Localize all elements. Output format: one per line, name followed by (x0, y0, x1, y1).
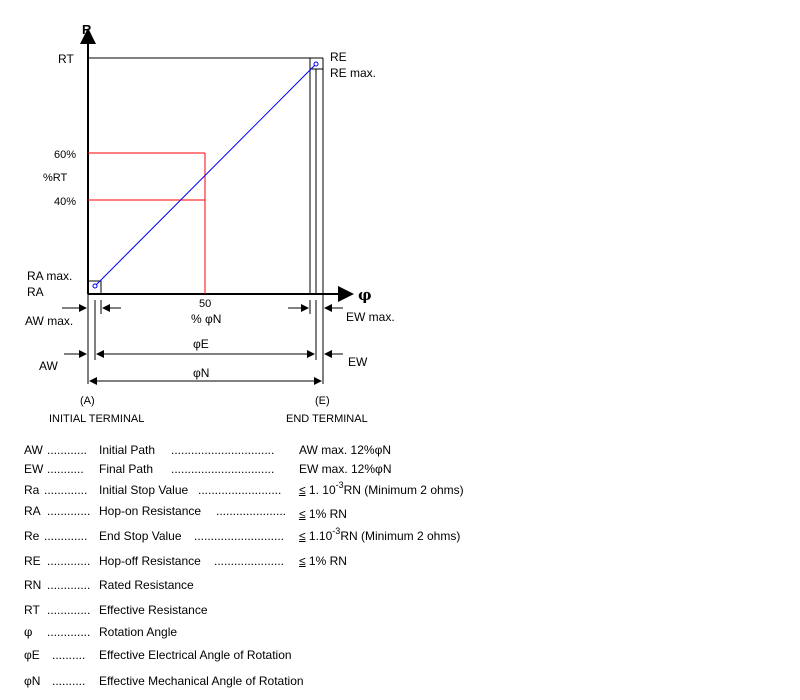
ew-label: EW (348, 355, 368, 369)
initial-terminal-label: INITIAL TERMINAL (49, 413, 145, 425)
label-prt: %RT (43, 172, 68, 184)
aw-max-label: AW max. (25, 314, 74, 328)
x-axis-label: φ (358, 286, 372, 304)
end-terminal-label: END TERMINAL (286, 413, 368, 425)
label-60: 60% (54, 149, 77, 161)
start-point (93, 284, 97, 288)
y-axis-label: R (82, 22, 92, 37)
terminal-e-label: (E) (315, 395, 330, 407)
re-label: RE (330, 50, 347, 64)
legend-description: Initial Path (99, 443, 156, 457)
label-50: 50 (199, 298, 212, 310)
ra-max-label: RA max. (27, 269, 73, 283)
aw-label: AW (39, 359, 58, 373)
ew-max-label: EW max. (346, 310, 395, 324)
legend-symbol: AW (24, 443, 43, 457)
rt-label: RT (58, 52, 74, 66)
re-max-label: RE max. (330, 66, 377, 80)
label-pphin: % φN (191, 312, 222, 326)
terminal-a-label: (A) (80, 395, 95, 407)
label-40: 40% (54, 196, 77, 208)
phin-label: φN (193, 366, 210, 380)
phie-label: φE (193, 337, 209, 351)
ra-label: RA (27, 285, 44, 299)
end-point (314, 62, 318, 66)
legend-value: AW max. 12%φN (299, 443, 392, 457)
